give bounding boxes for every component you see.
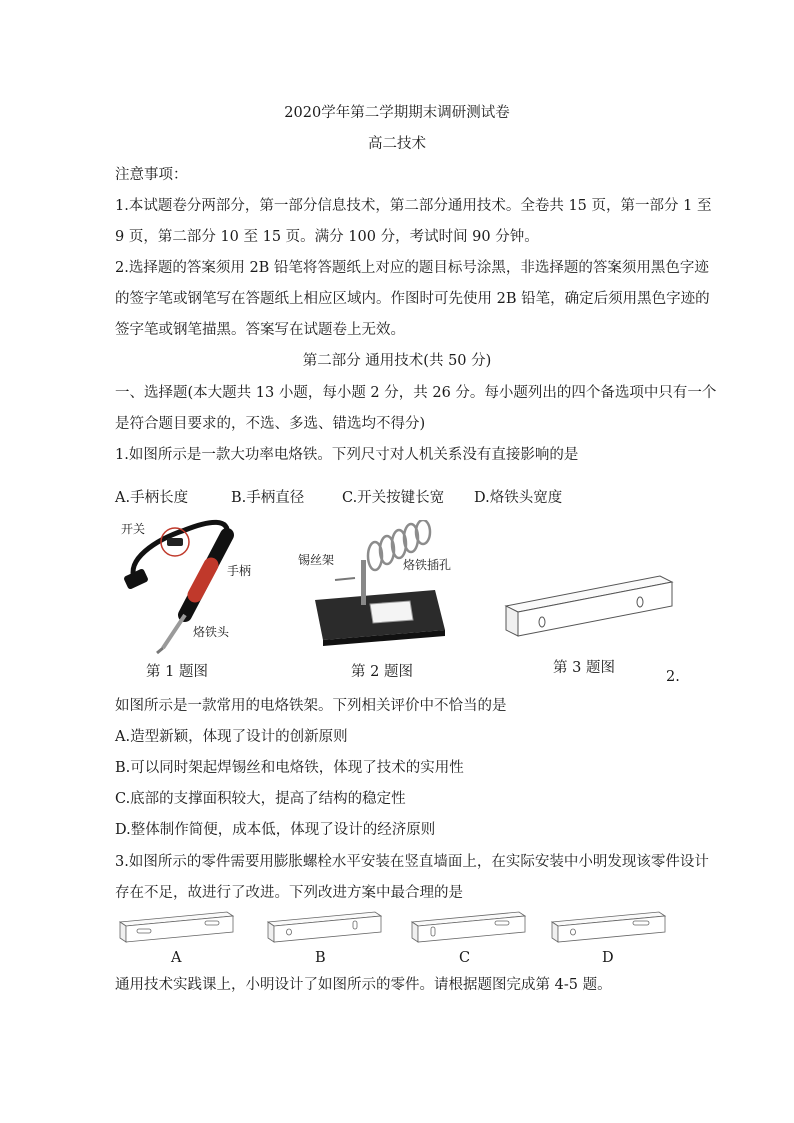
- q3-bar-d: [549, 908, 669, 948]
- q3-option-a-figure: [117, 908, 237, 948]
- q1-option-a: A.手柄长度: [115, 490, 189, 506]
- q2-option-b: B.可以同时架起焊锡丝和电烙铁，体现了技术的实用性: [115, 760, 464, 776]
- notice-item2-line3: 签字笔或钢笔描黑。答案写在试题卷上无效。: [115, 322, 405, 338]
- q2-option-c: C.底部的支撑面积较大，提高了结构的稳定性: [115, 791, 406, 807]
- q3-bar-b: [265, 908, 385, 948]
- q2-stem: 如图所示是一款常用的电烙铁架。下列相关评价中不恰当的是: [115, 698, 507, 714]
- fig1-soldering-iron: [115, 510, 275, 660]
- q3-option-c-figure: [409, 908, 529, 948]
- fig2-label-tin-holder: 锡丝架: [298, 553, 335, 567]
- q3-label-b: B: [315, 950, 326, 966]
- q1-option-c: C.开关按键长宽: [342, 490, 445, 506]
- soldering-stand-illustration: [295, 520, 455, 655]
- part2-title: 第二部分 通用技术(共 50 分): [302, 353, 492, 369]
- fig1-label-switch: 开关: [121, 522, 146, 536]
- bar-part-illustration: [500, 570, 680, 650]
- q1-option-d: D.烙铁头宽度: [474, 490, 563, 506]
- fig3-caption: 第 3 题图: [553, 660, 615, 676]
- section1-line1: 一、选择题(本大题共 13 小题，每小题 2 分，共 26 分。每小题列出的四个备选项中只有一个: [115, 385, 717, 401]
- notice-item2-line1: 2.选择题的答案须用 2B 铅笔将答题纸上对应的题目标号涂黑，非选择题的答案须用黑色字迹: [115, 260, 709, 276]
- notice-heading: 注意事项：: [115, 167, 188, 183]
- section1-line2: 是符合题目要求的，不选、多选、错选均不得分): [115, 416, 426, 432]
- q1-stem: 1.如图所示是一款大功率电烙铁。下列尺寸对人机关系没有直接影响的是: [115, 447, 579, 463]
- q3-label-c: C: [459, 950, 471, 966]
- notice-item1-line2: 9 页，第二部分 10 至 15 页。满分 100 分，考试时间 90 分钟。: [115, 229, 539, 245]
- q3-option-b-figure: [265, 908, 385, 948]
- fig2-label-iron-socket: 烙铁插孔: [403, 558, 452, 572]
- fig2-caption: 第 2 题图: [351, 664, 413, 680]
- notice-item2-line2: 的签字笔或钢笔写在答题纸上相应区域内。作图时可先使用 2B 铅笔，确定后须用黑色字迹的: [115, 291, 710, 307]
- q3-stem-line1: 3.如图所示的零件需要用膨胀螺栓水平安装在竖直墙面上，在实际安装中小明发现该零件设计: [115, 854, 709, 870]
- q3-label-d: D: [602, 950, 614, 966]
- q2-option-d: D.整体制作简便，成本低，体现了设计的经济原则: [115, 822, 436, 838]
- exam-subtitle: 高二技术: [368, 136, 426, 152]
- q3-option-d-figure: [549, 908, 669, 948]
- q1-option-b: B.手柄直径: [231, 490, 305, 506]
- q2-option-a: A.造型新颖，体现了设计的创新原则: [115, 729, 348, 745]
- fig3-bar-part: [500, 570, 680, 650]
- q3-bar-a: [117, 908, 237, 948]
- q3-label-a: A: [171, 950, 182, 966]
- q3-bar-c: [409, 908, 529, 948]
- fig1-label-tip: 烙铁头: [193, 625, 230, 639]
- fig1-label-handle: 手柄: [227, 564, 252, 578]
- q45-intro: 通用技术实践课上，小明设计了如图所示的零件。请根据题图完成第 4-5 题。: [115, 977, 612, 993]
- fig2-soldering-stand: [295, 520, 455, 655]
- q3-stem-line2: 存在不足，故进行了改进。下列改进方案中最合理的是: [115, 885, 463, 901]
- q2-number: 2.: [666, 669, 680, 685]
- notice-item1-line1: 1.本试题卷分两部分，第一部分信息技术，第二部分通用技术。全卷共 15 页，第一部分 1 至: [115, 198, 712, 214]
- fig1-caption: 第 1 题图: [146, 664, 208, 680]
- exam-title: 2020学年第二学期期末调研测试卷: [284, 105, 510, 121]
